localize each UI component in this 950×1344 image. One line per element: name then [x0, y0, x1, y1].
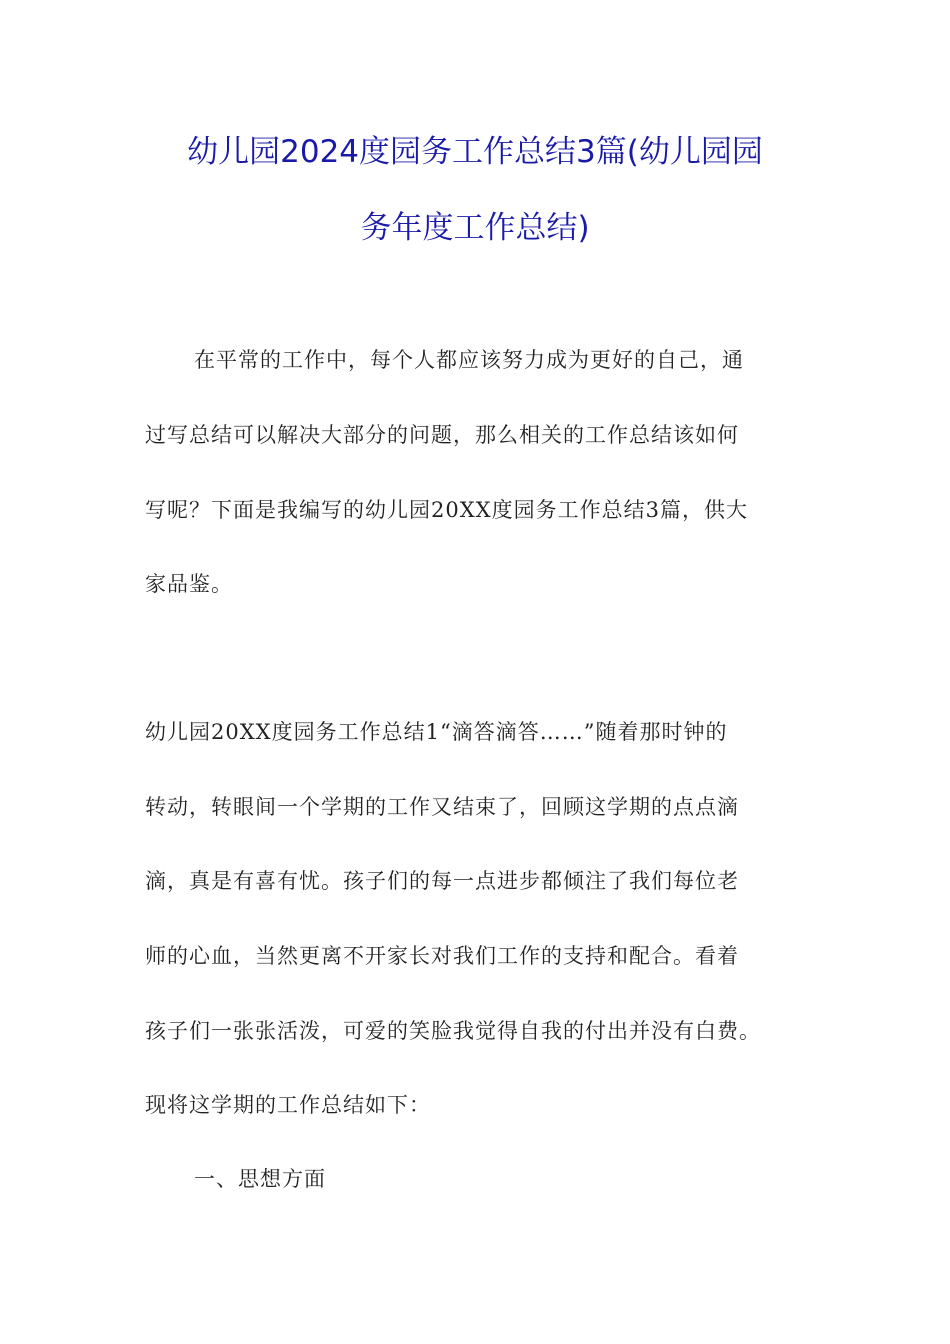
- intro-line-2: 过写总结可以解决大部分的问题，那么相关的工作总结该如何: [145, 423, 739, 447]
- section1-line-4: 师的心血，当然更离不开家长对我们工作的支持和配合。看着: [145, 944, 739, 968]
- intro-line-3: 写呢？下面是我编写的幼儿园20XX度园务工作总结3篇，供大: [145, 498, 748, 522]
- section1-line-6: 现将这学期的工作总结如下：: [145, 1093, 431, 1117]
- section1-line-2: 转动，转眼间一个学期的工作又结束了，回顾这学期的点点滴: [145, 795, 739, 819]
- document-title-line-1: 幼儿园2024度园务工作总结3篇(幼儿园园: [187, 134, 763, 170]
- section1-line-3: 滴，真是有喜有忧。孩子们的每一点进步都倾注了我们每位老: [145, 869, 739, 893]
- section1-line-1: 幼儿园20XX度园务工作总结1“滴答滴答……”随着那时钟的: [145, 720, 728, 744]
- intro-line-4: 家品鉴。: [145, 572, 233, 596]
- section1-line-5: 孩子们一张张活泼，可爱的笑脸我觉得自我的付出并没有白费。: [145, 1019, 761, 1043]
- intro-line-1: 在平常的工作中，每个人都应该努力成为更好的自己，通: [194, 348, 744, 372]
- document-title-line-2: 务年度工作总结): [360, 210, 590, 246]
- section-heading-thought: 一、思想方面: [194, 1167, 326, 1191]
